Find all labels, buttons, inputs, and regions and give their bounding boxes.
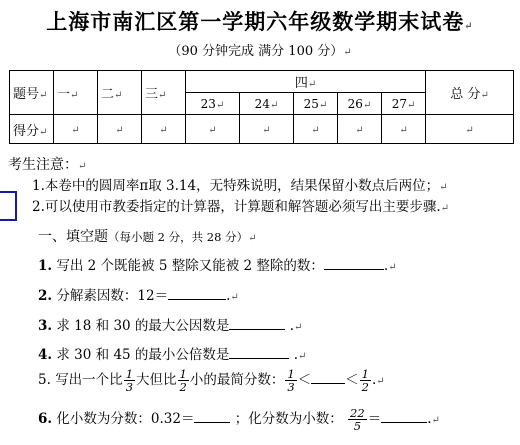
note-item-1: 1.本卷中的圆周率π取 3.14，无特殊说明，结果保留小数点后两位；↵ (32, 178, 448, 194)
score-cell: ↵ (426, 115, 514, 144)
section-note: （每小题 2 分，共 28 分） (108, 230, 249, 244)
question-number: 2. (38, 288, 53, 304)
answer-blank (168, 286, 226, 300)
question-number: 1. (38, 258, 53, 274)
question-6: 6. 化小数为分数：0.32＝ ；化分数为小数： $\frac{22}{5}$ ＝ .↵ (38, 406, 440, 433)
score-cell: ↵ (240, 115, 294, 144)
score-table-subcol-26: 26↵ (338, 93, 382, 115)
score-table (9, 70, 514, 144)
fraction: $\frac{1}{2}$ (179, 367, 187, 394)
score-table-col-3: 三↵ (142, 71, 186, 115)
side-marker-box (0, 191, 17, 221)
score-table-subcol-24: 24↵ (240, 93, 294, 115)
answer-blank (311, 370, 345, 384)
question-5: 5. 写出一个比 $\frac{1}{3}$ 大但比 $\frac{1}{2}$ 小的最简分数： $\frac{1}{3}$ ＜ ＜ $\frac{1}{2}$ .↵ (38, 367, 385, 394)
fraction: $\frac{1}{2}$ (361, 367, 369, 394)
fraction: $\frac{1}{3}$ (287, 367, 295, 394)
score-table-row-label-score: 得分↵ (10, 115, 54, 144)
question-number: 3. (38, 318, 53, 334)
question-number: 4. (38, 347, 53, 363)
score-cell: ↵ (186, 115, 240, 144)
notes-heading: 考生注意：↵ (8, 157, 87, 173)
question-2: 2. 分解素因数：12＝ .↵ (38, 288, 239, 304)
score-cell: ↵ (142, 115, 186, 144)
score-table-col-1: 一↵ (54, 71, 98, 115)
score-table-subcol-25: 25↵ (294, 93, 338, 115)
score-cell: ↵ (54, 115, 98, 144)
answer-blank (194, 409, 230, 423)
answer-blank (229, 316, 285, 330)
question-number: 5. (38, 372, 51, 388)
question-4: 4. 求 30 和 45 的最小公倍数是 .↵ (38, 347, 307, 363)
score-table-subcol-27: 27↵ (382, 93, 426, 115)
score-table-total: 总 分↵ (426, 71, 514, 115)
note-item-2: 2.可以使用市教委指定的计算器，计算题和解答题必须写出主要步骤.↵ (32, 199, 450, 215)
score-cell: ↵ (382, 115, 426, 144)
score-cell: ↵ (98, 115, 142, 144)
score-table-row-label-question: 题号↵ (10, 71, 54, 115)
answer-blank (324, 256, 384, 270)
question-1: 1. 写出 2 个既能被 5 整除又能被 2 整除的数： .↵ (38, 258, 397, 274)
fraction: $\frac{1}{3}$ (125, 367, 134, 394)
score-table-group-4: 四↵ (186, 71, 426, 93)
fraction: $\frac{22}{5}$ (350, 406, 365, 433)
score-cell: ↵ (294, 115, 338, 144)
score-table-col-2: 二↵ (98, 71, 142, 115)
question-number: 6. (38, 411, 53, 427)
section-heading: 一、填空题（每小题 2 分，共 28 分）↵ (38, 229, 257, 245)
question-3: 3. 求 18 和 30 的最大公因数是 .↵ (38, 318, 303, 334)
page-subtitle: （90 分钟完成 满分 100 分）↵ (168, 44, 352, 59)
page-title: 上海市南汇区第一学期六年级数学期末试卷↵ (46, 9, 474, 34)
answer-blank (229, 345, 289, 359)
score-table-subcol-23: 23↵ (186, 93, 240, 115)
answer-blank (381, 409, 427, 423)
score-cell: ↵ (338, 115, 382, 144)
